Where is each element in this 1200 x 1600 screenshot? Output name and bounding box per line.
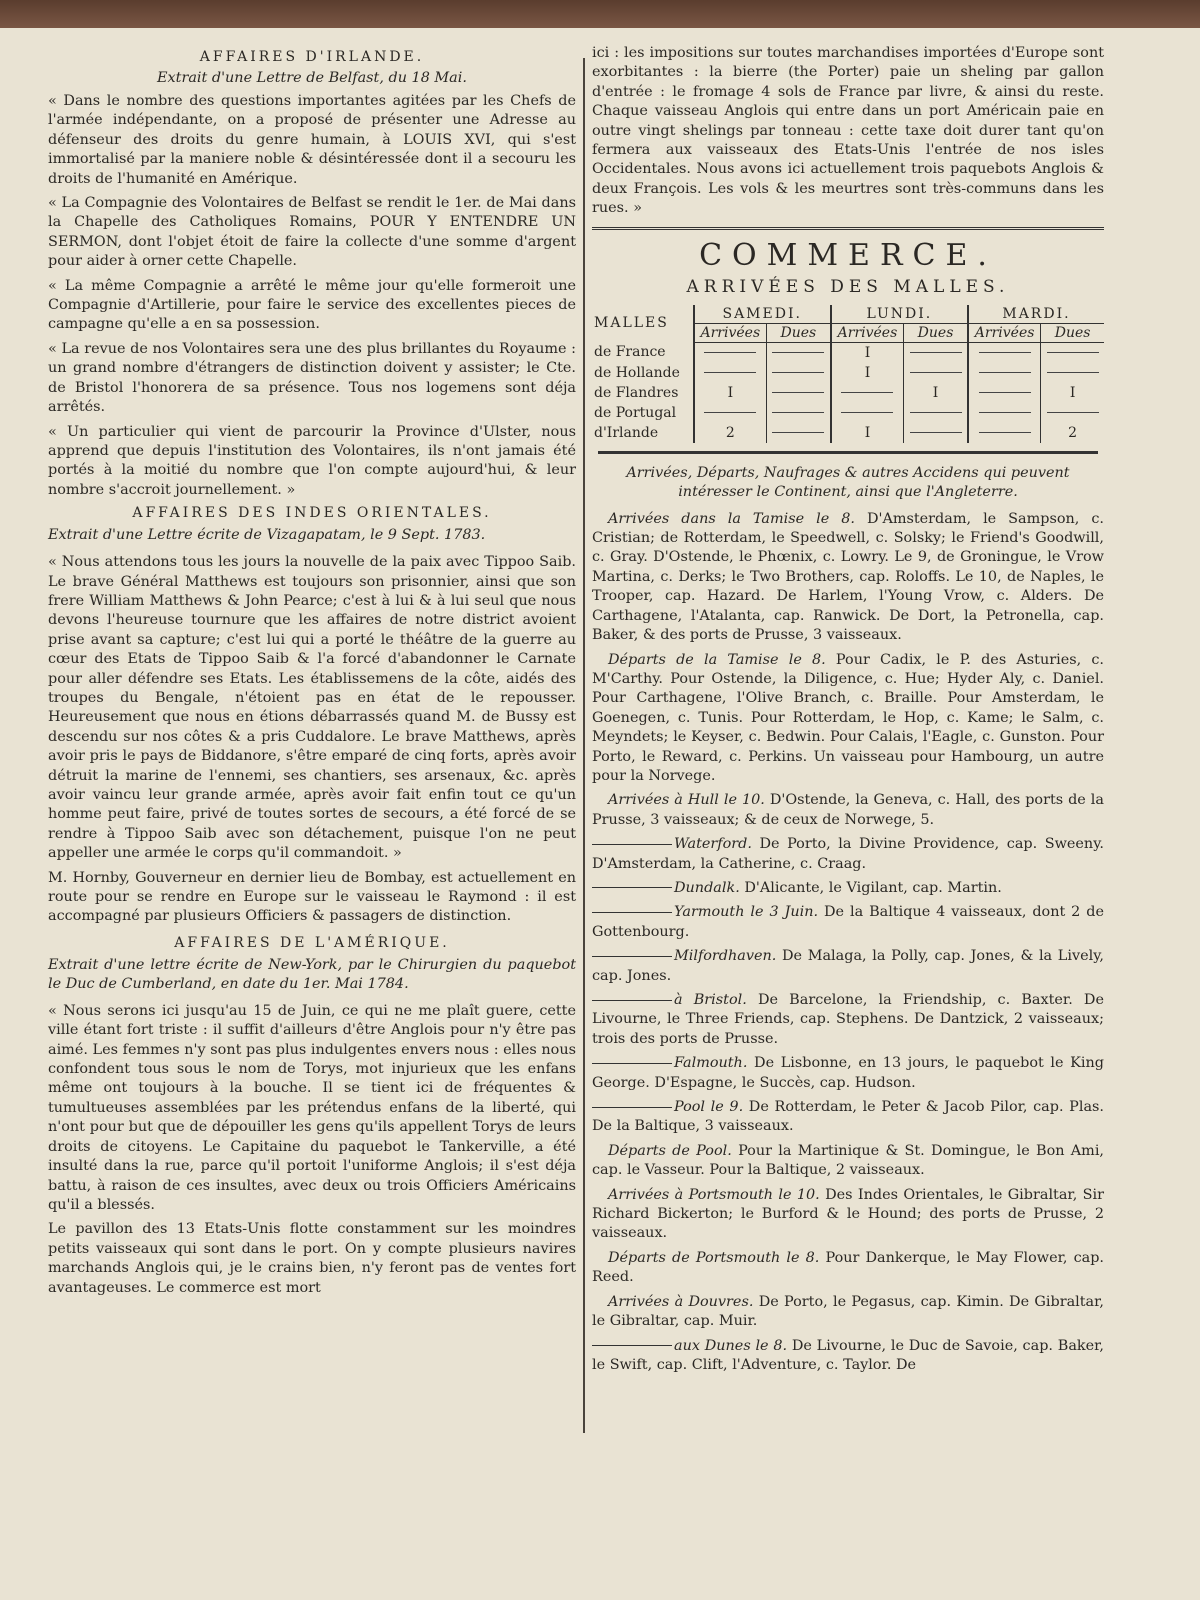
paragraph-continuation: ici : les impositions sur toutes marchandises importées d'Europe sont exorbitantes : la bierre (the Porter) paie un sheling par gallon d'entrée : le fromage 4 sols de France par livre, & ainsi du reste. Chaque vaisseau Anglois qui entre dans un port Américain paie en outre vingt shelings par tonneau : cette taxe doit durer tant qu'on fermera aux vaisseaux des Etats-Unis l'entrée de nos isles Occidentales. Nous avons ici actuellement trois paquebots Anglois & deux François. Les vols & les meurtres sont très-communs dans les rues. » [592, 45, 1104, 217]
row-label: de Portugal [594, 404, 677, 421]
empty-rule [772, 392, 824, 393]
section-subheading-indes: Extrait d'une Lettre écrite de Vizagapatam, le 9 Sept. 1783. [48, 527, 486, 544]
day-header: LUNDI. [831, 305, 968, 324]
ditto-rule [592, 844, 672, 845]
empty-rule [704, 352, 756, 353]
table-cell [694, 342, 767, 363]
table-cell: I [831, 342, 904, 363]
paragraph: « Nous attendons tous les jours la nouvelle de la paix avec Tippoo Saib. Le brave Général Matthews est toujours son prisonnier, ainsi que son frere William Matthews & John Pearce; c'est à lui & à lui seul que nous devons l'heureuse tournure que les affaires de notre district avoient prise avant sa capture; c'est lui qui a porté le théâtre de la guerre au cœur des Etats de Tippoo Saib & l'a forcé d'abandonner le Carnate pour aller défendre ses Etats. Les établissemens de la côte, aidés des troupes du Bengale, n'étoient pas en état de le repousser. Heureusement que nous en étions débarrassés quand M. de Bussy est descendu sur nos côtes & a pris Cuddalore. Le brave Matthews, après avoir pris le pays de Biddanore, s'être emparé de cinq forts, après avoir détruit la marine de l'ennemi, ses chantiers, ses arsenaux, &c. après avoir vaincu leur grande armée, après avoir fait enfin tout ce qu'un homme peut faire, privé de toutes sortes de secours, a été forcé de se rendre à Tippoo Saib avec son détachement, puisque l'on ne peut appeller une armée le corps qu'il commandoit. » [48, 554, 576, 862]
paragraph: Le pavillon des 13 Etats-Unis flotte constamment sur les moindres petits vaisseaux qui sont dans le port. On y compte plusieurs navires marchands Anglois qui, je le crains bien, n'y feront pas de ventes fort avantageuses. Le commerce est mort [48, 1221, 576, 1296]
shipping-entry [592, 1186, 1104, 1244]
shipping-port: à Bristol. [674, 992, 747, 1008]
shipping-entry [592, 903, 1104, 942]
table-cell [904, 363, 968, 383]
arrivees-title: ARRIVÉES DES MALLES. [686, 276, 1010, 297]
empty-rule [772, 352, 824, 353]
shipping-port: Arrivées dans la Tamise le 8. [608, 510, 855, 527]
section-rule [592, 227, 1104, 230]
empty-rule [910, 352, 962, 353]
empty-rule [910, 372, 962, 373]
table-surface [0, 0, 1200, 28]
malles-table [592, 305, 1104, 443]
subcol-header: Arrivées [694, 323, 767, 342]
table-cell [968, 403, 1041, 423]
shipping-port: Falmouth. [674, 1055, 748, 1072]
ditto-rule [592, 1000, 672, 1001]
table-cell: I [694, 383, 767, 403]
section-subheading-amerique: Extrait d'une lettre écrite de New-York, par le Chirurgien du paquebot le Duc de Cumberland, en date du 1er. Mai 1784. [48, 956, 576, 992]
newspaper-page [0, 28, 1200, 1600]
shipping-entry [592, 1098, 1104, 1137]
empty-rule [772, 412, 824, 413]
shipping-port: Milfordhaven. [674, 948, 777, 965]
shipping-entry [592, 1142, 1104, 1181]
paragraph: « La Compagnie des Volontaires de Belfast se rendit le 1er. de Mai dans la Chapelle des Catholiques Romains, POUR Y ENTENDRE UN SERMON, dont l'objet étoit de faire la collecte d'une somme d'argent pour aider à orner cette Chapelle. [48, 195, 576, 270]
table-cell: I [831, 423, 904, 443]
shipping-text: De Livourne, le Duc de Savoie, cap. Baker, le Swift, cap. Clift, l'Adventure, c. Taylor. De [592, 1337, 1105, 1373]
table-cell [767, 423, 831, 443]
paragraph: « Un particulier qui vient de parcourir la Province d'Ulster, nous apprend que depuis l'institution des Volontaires, ils n'ont jamais été portés à la moitié du nombre que l'on compte aujourd'hui, & leur nombre s'accroit journellement. » [48, 423, 576, 498]
table-row [592, 403, 1104, 423]
row-label: de Hollande [594, 364, 680, 381]
table-cell: 2 [1041, 423, 1104, 443]
section-subheading-irlande: Extrait d'une Lettre de Belfast, du 18 Mai. [157, 70, 467, 86]
shipping-text: Pour Dankerque, le May Flower, cap. Reed. [592, 1249, 1104, 1286]
shipping-entry [592, 835, 1104, 874]
ditto-rule [592, 1107, 672, 1108]
shipping-text: D'Alicante, le Vigilant, cap. Martin. [739, 879, 1002, 896]
shipping-list [592, 510, 1104, 1376]
column-divider [583, 58, 585, 1433]
shipping-entry [592, 1249, 1104, 1288]
table-cell: 2 [694, 423, 767, 443]
table-cell [968, 363, 1041, 383]
table-row [592, 363, 1104, 383]
table-cell [1041, 342, 1104, 363]
subcol-header: Arrivées [968, 323, 1041, 342]
arrivals-heading: Arrivées, Départs, Naufrages & autres Accidens qui peuvent intéresser le Continent, ainsi que l'Angleterre. [626, 464, 1070, 500]
shipping-port: Départs de la Tamise le 8. [608, 651, 826, 668]
empty-rule [910, 412, 962, 413]
table-cell [767, 383, 831, 403]
empty-rule [1047, 412, 1099, 413]
table-cell [831, 383, 904, 403]
table-cell [904, 342, 968, 363]
subcol-header: Arrivées [831, 323, 904, 342]
commerce-title: COMMERCE. [699, 237, 997, 273]
day-header: MARDI. [968, 305, 1104, 324]
empty-rule [979, 412, 1031, 413]
shipping-entry [592, 1337, 1104, 1376]
shipping-entry [592, 1293, 1104, 1332]
malles-corner-label: MALLES [594, 315, 669, 332]
shipping-entry [592, 651, 1104, 787]
shipping-port: Yarmouth le 3 Juin. [674, 904, 819, 921]
table-cell [694, 363, 767, 383]
empty-rule [772, 432, 824, 433]
ditto-rule [592, 1345, 672, 1346]
shipping-port: Dundalk. [674, 879, 740, 896]
shipping-text: Pour la Martinique & St. Domingue, le Bon Ami, cap. le Vasseur. Pour la Baltique, 2 vaisseaux. [592, 1142, 1105, 1179]
paragraph: « Dans le nombre des questions importantes agitées par les Chefs de l'armée indépendante, on a proposé de présenter une Adresse au défenseur des droits du genre humain, à LOUIS XVI, qui s'est immortalisé par la maniere noble & désintéressée dont il a secouru les droits de l'humanité en Amérique. [48, 93, 576, 187]
table-cell [767, 342, 831, 363]
shipping-port: Arrivées à Douvres. [608, 1293, 754, 1310]
empty-rule [772, 372, 824, 373]
empty-rule [979, 432, 1031, 433]
row-label: de France [594, 344, 666, 361]
subcol-header: Dues [904, 323, 968, 342]
empty-rule [704, 372, 756, 373]
shipping-text: D'Amsterdam, le Sampson, c. Cristian; de Rotterdam, le Speedwell, c. Solsky; le Friend's Goodwill, c. Gray. D'Ostende, le Phœnix, c. Lowry. Le 9, de Groningue, le Vrow Martina, c. Derks; le Two Brothers, cap. Roloffs. Le 10, de Naples, le Trooper, cap. Hazard. De Harlem, l'Young Vrow, c. Alders. De Carthagene, l'Atalanta, cap. Ranwick. De Dort, la Petronella, cap. Baker, & des ports de Prusse, 3 vaisseaux. [592, 510, 1104, 644]
shipping-port: Départs de Portsmouth le 8. [608, 1249, 820, 1266]
ditto-rule [592, 912, 672, 913]
table-cell [767, 403, 831, 423]
table-row [592, 423, 1104, 443]
table-cell [1041, 403, 1104, 423]
empty-rule [1047, 372, 1099, 373]
table-row [592, 342, 1104, 363]
shipping-text: De la Baltique 4 vaisseaux, dont 2 de Gottenbourg. [592, 904, 1105, 940]
table-cell [968, 423, 1041, 443]
table-cell: I [831, 363, 904, 383]
left-column [48, 44, 576, 1303]
shipping-text: De Porto, le Pegasus, cap. Kimin. De Gibraltar, le Gibraltar, cap. Muir. [592, 1293, 1104, 1330]
shipping-text: De Rotterdam, le Peter & Jacob Pilor, cap. Plas. De la Baltique, 3 vaisseaux. [592, 1099, 1105, 1135]
shipping-port: Pool le 9. [674, 1099, 744, 1116]
ditto-rule [592, 887, 672, 888]
shipping-entry [592, 1054, 1104, 1093]
table-cell [904, 403, 968, 423]
section-heading-amerique: AFFAIRES DE L'AMÉRIQUE. [174, 934, 450, 951]
paragraph: M. Hornby, Gouverneur en dernier lieu de Bombay, est actuellement en route pour se rendre en Europe sur le vaisseau le Raymond : il est accompagné par plusieurs Officiers & passagers de distinction. [48, 869, 576, 925]
table-cell [694, 403, 767, 423]
shipping-entry [592, 991, 1104, 1049]
shipping-entry [592, 791, 1104, 830]
shipping-entry [592, 510, 1104, 646]
shipping-text: De Lisbonne, en 13 jours, le paquebot le King George. D'Espagne, le Succès, cap. Hudson. [592, 1055, 1104, 1091]
row-label: d'Irlande [594, 424, 659, 441]
ditto-rule [592, 1063, 672, 1064]
row-label: de Flandres [594, 384, 679, 401]
paragraph: « La revue de nos Volontaires sera une des plus brillantes du Royaume : un grand nombre d'étrangers de distinction doivent y assister; le Cte. de Bristol l'honorera de sa présence. Tous nos logemens sont déja arrêtés. [48, 340, 576, 416]
shipping-text: Pour Cadix, le P. des Asturies, c. M'Carthy. Pour Ostende, la Diligence, c. Hue; Hyder Aly, c. Daniel. Pour Carthagene, l'Olive Branch, c. Braille. Pour Amsterdam, le Goenegen, c. Tunis. Pour Rotterdam, le Hop, c. Kame; le Salm, c. Meyndets; le Keyser, c. Bedwin. Pour Calais, l'Eagle, c. Gunston. Pour Porto, le Reward, c. Perkins. Un vaisseau pour Hambourg, un autre pour la Norvege. [592, 651, 1104, 784]
subcol-header: Dues [1041, 323, 1104, 342]
shipping-port: Départs de Pool. [608, 1142, 732, 1159]
paragraph: « La même Compagnie a arrêté le même jour qu'elle formeroit une Compagnie d'Artillerie, pour faire le service des excellentes pieces de campagne qu'elle a en sa possession. [48, 277, 576, 333]
table-cell: I [904, 383, 968, 403]
empty-rule [910, 432, 962, 433]
shipping-entry [592, 879, 1104, 898]
shipping-text: De Barcelone, la Friendship, c. Baxter. De Livourne, le Three Friends, cap. Stephens. De Dantzick, 2 vaisseaux; trois des ports de Prusse. [592, 992, 1104, 1047]
empty-rule [979, 352, 1031, 353]
table-row [592, 383, 1104, 403]
empty-rule [704, 412, 756, 413]
day-header: SAMEDI. [694, 305, 831, 324]
shipping-port: Arrivées à Portsmouth le 10. [608, 1186, 820, 1203]
table-cell [904, 423, 968, 443]
subcol-header: Dues [767, 323, 831, 342]
shipping-port: Arrivées à Hull le 10. [608, 792, 765, 809]
shipping-entry [592, 947, 1104, 986]
section-heading-indes: AFFAIRES DES INDES ORIENTALES. [132, 505, 492, 522]
section-heading-irlande: AFFAIRES D'IRLANDE. [199, 49, 425, 65]
table-cell [831, 403, 904, 423]
empty-rule [1047, 352, 1099, 353]
table-cell: I [1041, 383, 1104, 403]
table-cell [767, 363, 831, 383]
shipping-text: D'Ostende, la Geneva, c. Hall, des ports de la Prusse, 3 vaisseaux; & de ceux de Norwege, 5. [592, 792, 1104, 828]
shipping-text: De Porto, la Divine Providence, cap. Sweeny. D'Amsterdam, la Catherine, c. Craag. [592, 836, 1104, 872]
empty-rule [979, 392, 1031, 393]
ditto-rule [592, 956, 672, 957]
right-column [592, 44, 1104, 1380]
shipping-port: Waterford. [674, 836, 752, 853]
empty-rule [841, 412, 893, 413]
empty-rule [979, 372, 1031, 373]
table-cell [1041, 363, 1104, 383]
table-cell [968, 342, 1041, 363]
shipping-text: De Malaga, la Polly, cap. Jones, & la Lively, cap. Jones. [592, 948, 1104, 984]
table-cell [968, 383, 1041, 403]
shipping-port: aux Dunes le 8. [674, 1337, 788, 1354]
empty-rule [841, 392, 893, 393]
section-rule [598, 451, 1098, 454]
shipping-text: Des Indes Orientales, le Gibraltar, Sir Richard Bickerton; le Burford & le Hound; des ports de Prusse, 2 vaisseaux. [592, 1186, 1104, 1242]
paragraph: « Nous serons ici jusqu'au 15 de Juin, ce qui ne me plaît guere, cette ville étant fort triste : il suffit d'ailleurs d'être Anglois pour n'y être pas aimé. Les femmes n'y sont pas plus indulgentes envers nous : elles nous confondent tous sous le nom de Torys, mot injurieux que les enfans même ont toujours à la bouche. Il se tient ici de fréquentes & tumultueuses assemblées par les prétendus enfans de la liberté, qui n'ont pour but que de dépouiller les gens qu'ils appellent Torys de leurs droits de citoyens. Le Capitaine du paquebot le Tankerville, a été insulté dans la rue, parce qu'il portoit l'uniforme Anglois; il s'est déja battu, à raison de ces insultes, avec deux ou trois Officiers Américains qu'il a blessés. [48, 1002, 576, 1213]
